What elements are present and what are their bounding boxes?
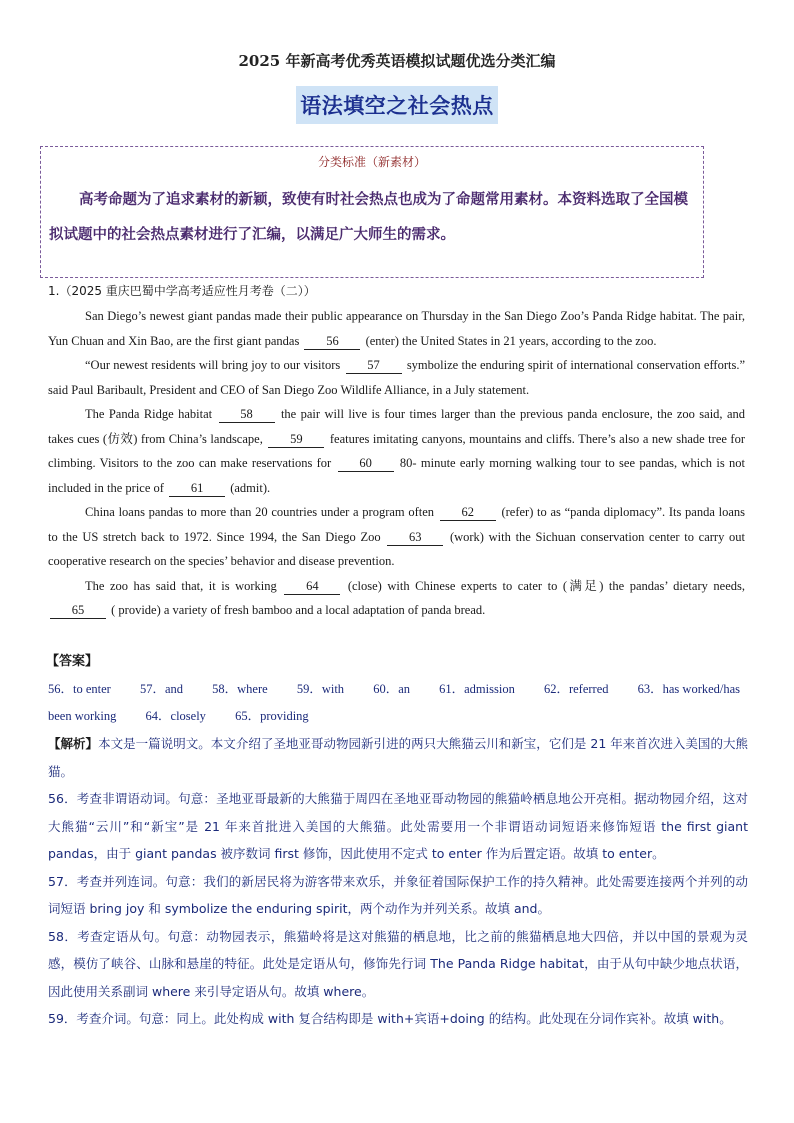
passage-text: (refer) to as “panda diplomacy”. Its panda loans to the US stretch back to 1972. Since 1994, the San Diego Zoo	[48, 505, 745, 544]
blank-64: 64	[284, 578, 340, 595]
blank-60: 60	[338, 455, 394, 472]
passage-text: (work) with the Sichuan conservation center to carry out cooperative research on the species’ behavior and disease prevention.	[48, 529, 745, 568]
analysis-summary	[48, 730, 748, 785]
analysis-summary-text: 本文是一篇说明文。本文介绍了圣地亚哥动物园新引进的两只大熊猫云川和新宝，它们是 21 年来首次进入美国的大熊猫。	[48, 736, 748, 779]
passage-text: features imitating canyons, mountains and cliffs. There’s also a new shade tree for climbing. Visitors to the zoo can make reservations for	[48, 431, 745, 470]
blank-62: 62	[440, 504, 496, 521]
passage-paragraph	[48, 574, 745, 623]
passage-text: 80- minute early morning walking tour to see pandas, which is not included in the price of	[48, 456, 745, 495]
passage-text: “Our newest residents will bring joy to our visitors	[85, 358, 344, 372]
answer-list	[48, 676, 748, 730]
analysis-item: 56．考查非谓语动词。句意：圣地亚哥最新的大熊猫于周四在圣地亚哥动物园的熊猫岭栖息地公开亮相。据动物园介绍，这对大熊猫“云川”和“新宝”是 21 年来首批进入美国的大熊猫。此处需要用一个非谓语动词短语来修饰短语 the first giant pandas，由于 giant pandas 被序数词 first 修饰，因此使用不定式 to enter 作为后置定语。故填 to enter。	[48, 791, 748, 861]
intro-text: 高考命题为了追求素材的新颖，致使有时社会热点也成为了命题常用素材。本资料选取了全国模拟试题中的社会热点素材进行了汇编，以满足广大师生的需求。	[49, 192, 688, 243]
passage-text: (enter) the United States in 21 years, according to the zoo.	[362, 333, 657, 348]
blank-57: 57	[346, 357, 402, 374]
question-header: 1.（2025 重庆巴蜀中学高考适应性月考卷（二））	[48, 284, 316, 298]
answer-tag: 【答案】	[46, 654, 99, 669]
analysis-item: 58．考查定语从句。句意：动物园表示，熊猫岭将是这对熊猫的栖息地，比之前的熊猫栖息地大四倍，并以中国的景观为灵感，模仿了峡谷、山脉和悬崖的特征。此处是定语从句，修饰先行词 The Panda Ridge habitat，由于从句中缺少地点状语，因此使用关系副词 where 来引导定语从句。故填 where。	[48, 928, 748, 999]
answer-item: 64．closely	[145, 709, 206, 723]
blank-63: 63	[387, 529, 443, 546]
analysis-section	[48, 730, 748, 1033]
main-title-wrap	[0, 86, 794, 124]
answer-item: 57．and	[139, 682, 184, 696]
blank-56: 56	[304, 333, 360, 350]
passage-text: The Panda Ridge habitat	[85, 407, 217, 421]
blank-61: 61	[169, 480, 225, 497]
passage-text: The zoo has said that, it is working	[85, 578, 283, 593]
blank-65: 65	[50, 602, 106, 619]
passage-text: (close) with Chinese experts to cater to (满足) the pandas’ dietary needs,	[342, 578, 745, 593]
passage-paragraph	[48, 304, 745, 353]
answer-item: 63．has worked/has been working	[48, 682, 741, 723]
page-title: 2025 年新高考优秀英语模拟试题优选分类汇编	[238, 52, 556, 70]
answer-item: 58．where	[212, 682, 268, 696]
main-title: 语法填空之社会热点	[296, 86, 498, 124]
analysis-item: 59．考查介词。句意：同上。此处构成 with 复合结构即是 with+宾语+doing 的结构。此处现在分词作宾补。故填 with。	[48, 1011, 732, 1026]
blank-58: 58	[219, 406, 275, 423]
passage-text: (admit).	[227, 480, 271, 495]
answer-item: 61．admission	[439, 682, 515, 696]
answer-item: 60．an	[373, 682, 410, 696]
analysis-tag: 【解析】	[48, 736, 99, 751]
intro-box	[40, 146, 704, 278]
answer-item: 59．with	[296, 682, 345, 696]
answer-item: 65．providing	[235, 709, 309, 723]
analysis-item: 57．考查并列连词。句意：我们的新居民将为游客带来欢乐，并象征着国际保护工作的持久精神。此处需要连接两个并列的动词短语 bring joy 和 symbolize the enduring spirit，两个动作为并列关系。故填 and。	[48, 873, 748, 916]
passage	[48, 304, 745, 623]
passage-text: ( provide) a variety of fresh bamboo and a local adaptation of panda bread.	[108, 603, 486, 617]
passage-text: the pair will live is four times larger than the previous panda enclosure, the zoo said, and takes cues (仿效) from China’s landscape,	[48, 407, 746, 446]
passage-text: symbolize the enduring spirit of international conservation efforts.” said Paul Baribault, President and CEO of San Diego Zoo Wildlife Alliance, in a July statement.	[48, 358, 745, 397]
passage-text: San Diego’s newest giant pandas made their public appearance on Thursday in the San Diego Zoo’s Panda Ridge habitat. The pair, Yun Chuan and Xin Bao, are the first giant pandas	[48, 309, 745, 348]
passage-paragraph	[48, 402, 745, 500]
passage-text: China loans pandas to more than 20 countries under a program often	[85, 505, 438, 519]
answer-item: 56．to enter	[48, 682, 111, 696]
passage-paragraph	[48, 353, 745, 402]
intro-label: 分类标准（新素材）	[317, 155, 426, 169]
passage-paragraph	[48, 500, 745, 574]
answer-item: 62．referred	[543, 682, 609, 696]
blank-59: 59	[268, 431, 324, 448]
